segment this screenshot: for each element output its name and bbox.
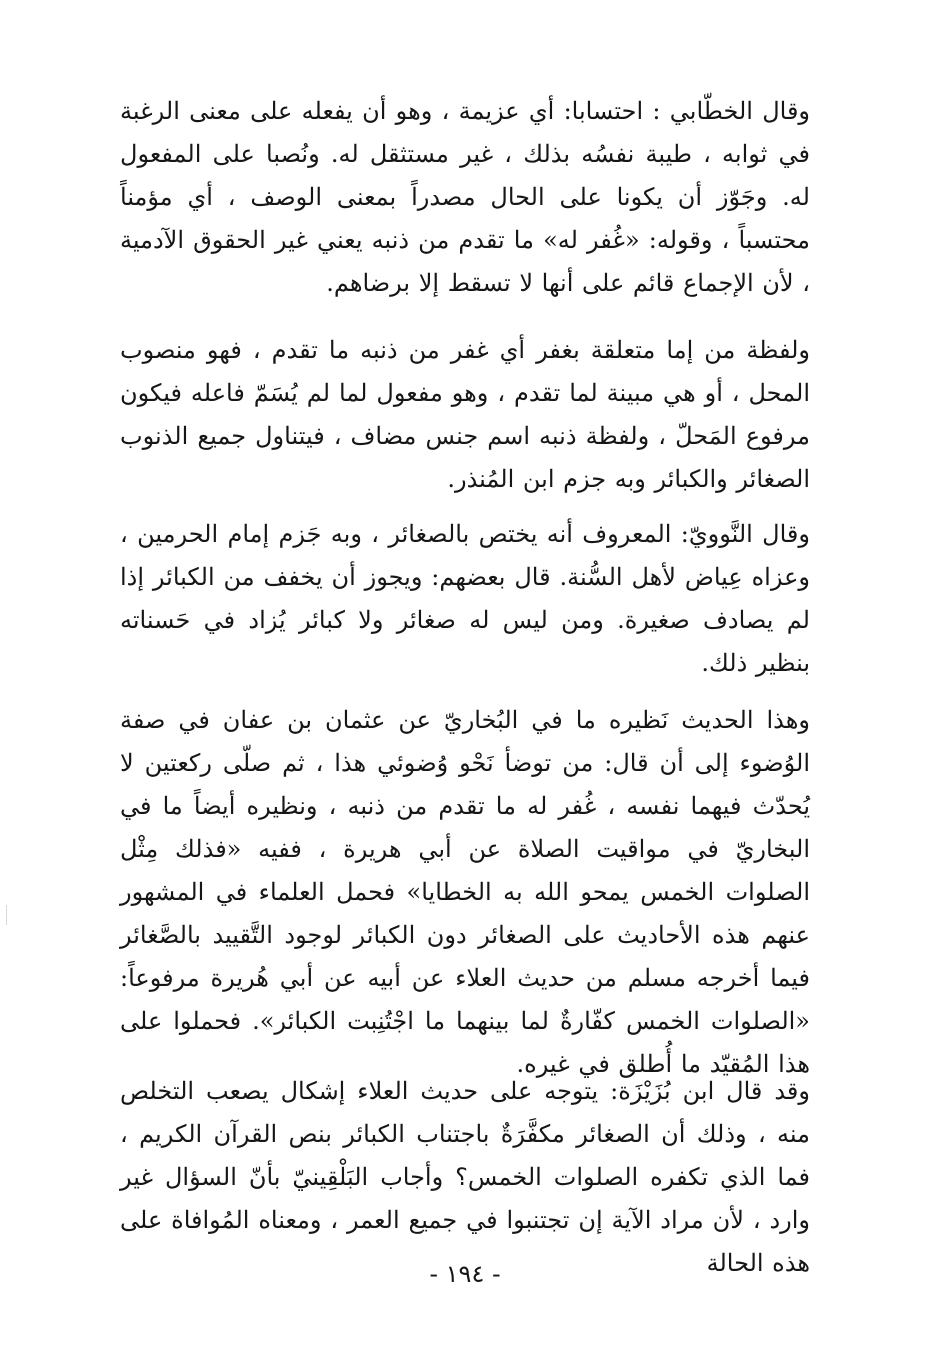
page-number: - ١٩٤ - <box>429 1260 501 1288</box>
paragraph-nawawi: وقال النَّوويّ: المعروف أنه يختص بالصغائر ، وبه جَزم إمام الحرمين ، وعزاه عِياض لأهل السُّنة. قال بعضهم: ويجوز أن يخفف من الكبائر إذا لم يصادف صغيرة. ومن ليس له صغائر ولا كبائر يُزاد في حَسناته بنظير ذلك. <box>120 520 810 677</box>
paragraph-lafzat-min: ولفظة من إما متعلقة بغفر أي غفر من ذنبه ما تقدم ، فهو منصوب المحل ، أو هي مبينة لما تقدم ، وهو مفعول لما لم يُسَمّ فاعله فيكون مرفوع المَحلّ ، ولفظة ذنبه اسم جنس مضاف ، فيتناول جميع الذنوب الصغائر والكبائر وبه جزم ابن المُنذر. <box>120 336 810 493</box>
paragraph-ibn-buzayza: وقد قال ابن بُزَيْزَة: يتوجه على حديث العلاء إشكال يصعب التخلص منه ، وذلك أن الصغائر مكفَّرَةٌ باجتناب الكبائر بنص القرآن الكريم ، فما الذي تكفره الصلوات الخمس؟ وأجاب البَلْقِينيّ بأنّ السؤال غير وارد ، لأن مراد الآية إن تجتنبوا في جميع العمر ، ومعناه المُوافاة على هذه الحالة <box>120 1077 810 1277</box>
scan-edge-mark <box>6 905 7 925</box>
paragraph-khattabi: وقال الخطّابي : احتسابا: أي عزيمة ، وهو أن يفعله على معنى الرغبة في ثوابه ، طيبة نفسُه بذلك ، غير مستثقل له. ونُصبا على المفعول له. وجَوّز أن يكونا على الحال مصدراً بمعنى الوصف ، أي مؤمناً محتسباً ، وقوله: «غُفر له» ما تقدم من ذنبه يعني غير الحقوق الآدمية ، لأن الإجماع قائم على أنها لا تسقط إلا برضاهم. <box>120 97 810 297</box>
paragraph-hadith-nazir: وهذا الحديث نَظيره ما في البُخاريّ عن عثمان بن عفان في صفة الوُضوء إلى أن قال: من توضأ نَحْو وُضوئي هذا ، ثم صلّى ركعتين لا يُحدّث فيهما نفسه ، غُفر له ما تقدم من ذنبه ، ونظيره أيضاً ما في البخاريّ في مواقيت الصلاة عن أبي هريرة ، ففيه «فذلك مِثْل الصلوات الخمس يمحو الله به الخطايا» فحمل العلماء في المشهور عنهم هذه الأحاديث على الصغائر دون الكبائر لوجود التَّقييد بالصَّغائر فيما أخرجه مسلم من حديث العلاء عن أبيه عن أبي هُريرة مرفوعاً: «الصلوات الخمس كفّارةٌ لما بينهما ما اجْتُنِبت الكبائر». فحملوا على هذا المُقيّد ما أُطلق في غيره. <box>120 706 810 1078</box>
